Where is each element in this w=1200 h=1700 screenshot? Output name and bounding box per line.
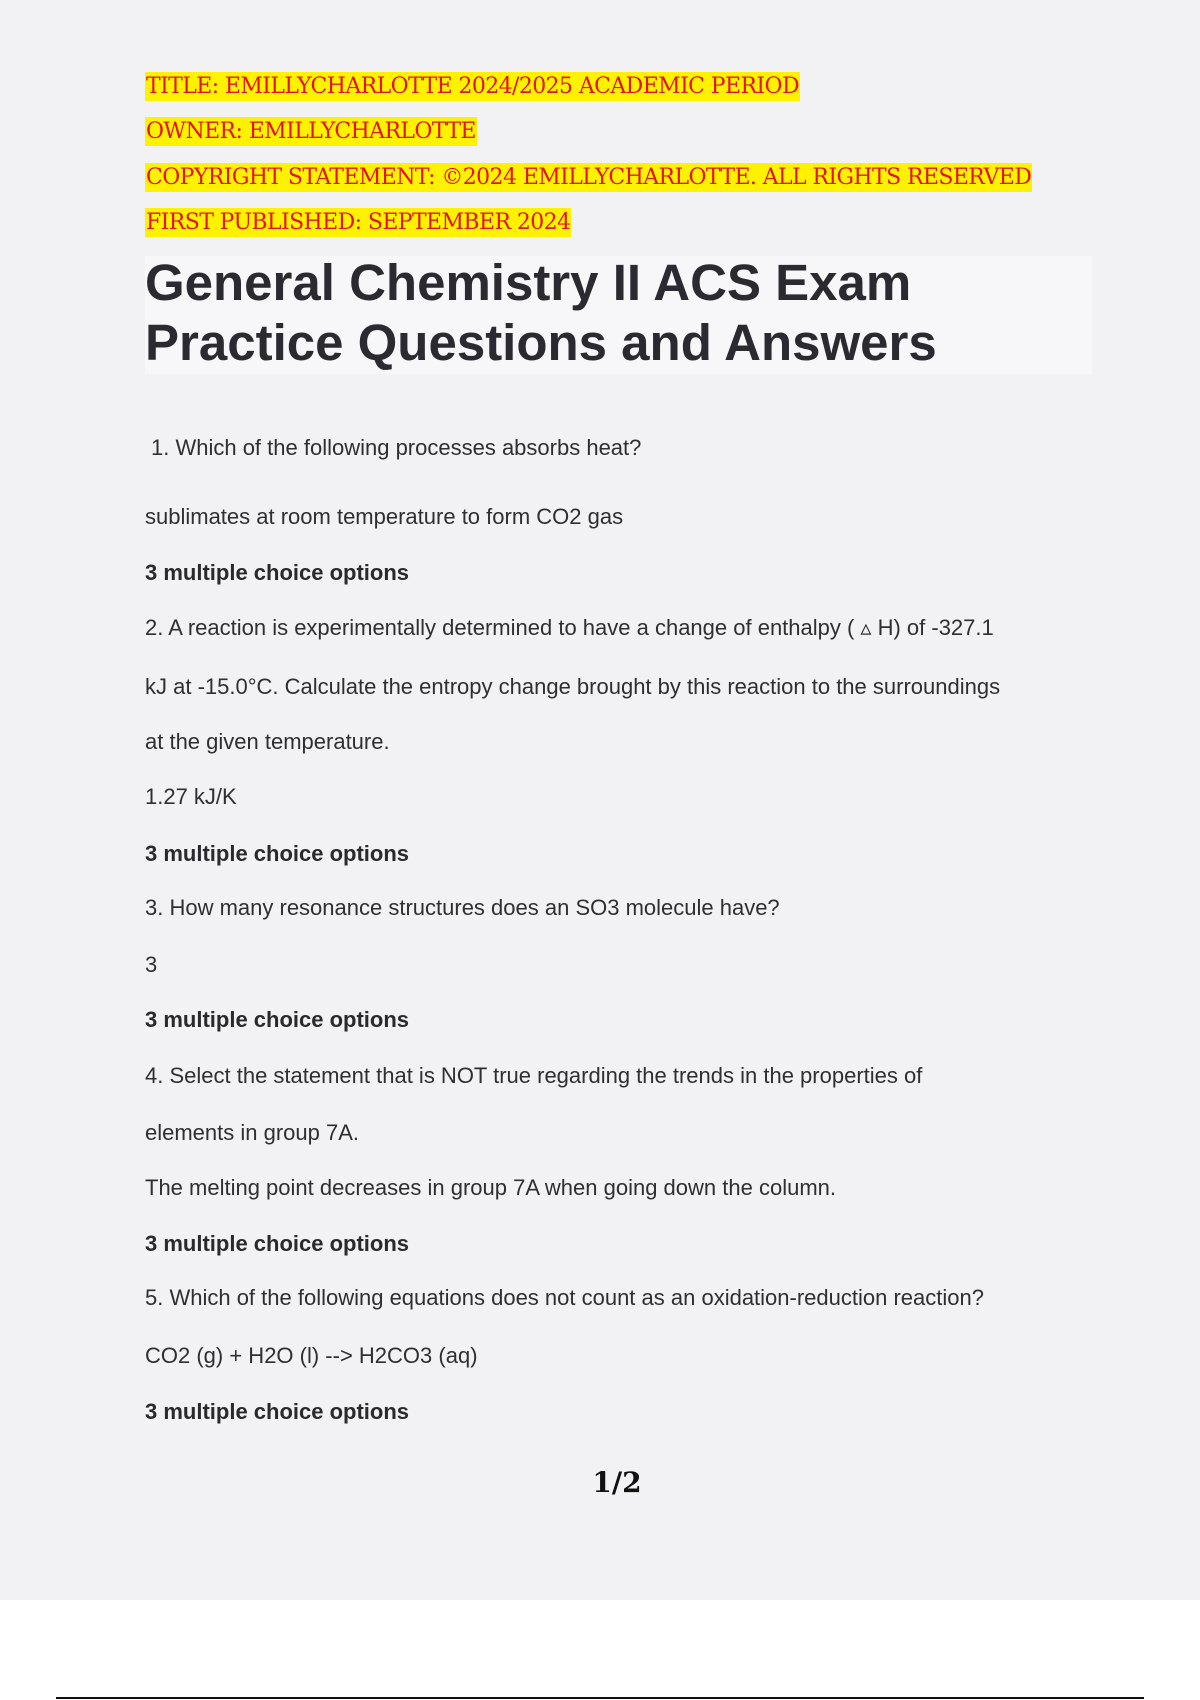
question-4-options-link[interactable]: 3 multiple choice options	[145, 1231, 410, 1256]
header-title-line: TITLE: EMILLYCHARLOTTE 2024/2025 ACADEMIC PERIOD	[146, 74, 799, 99]
question-3-text: 3. How many resonance structures does an SO3 molecule have?	[145, 895, 780, 920]
question-5-answer: CO2 (g) + H2O (l) --> H2CO3 (aq)	[145, 1343, 478, 1368]
header-copyright-line: COPYRIGHT STATEMENT: ©2024 EMILLYCHARLOTTE. ALL RIGHTS RESERVED	[146, 165, 1032, 190]
question-4-text-line-2: elements in group 7A.	[145, 1120, 360, 1145]
footer-divider	[56, 1697, 1144, 1699]
question-1-text: 1. Which of the following processes absorbs heat?	[151, 435, 642, 460]
page-number: 1/2	[592, 1466, 642, 1499]
question-1-answer: sublimates at room temperature to form CO2 gas	[145, 504, 624, 529]
document-title-line-1: General Chemistry II ACS Exam	[145, 254, 912, 311]
document-title-line-2: Practice Questions and Answers	[145, 314, 937, 371]
question-2-answer: 1.27 kJ/K	[145, 784, 237, 809]
question-3-answer: 3	[145, 952, 158, 977]
question-4-text-line-1: 4. Select the statement that is NOT true regarding the trends in the properties of	[145, 1063, 923, 1088]
question-4-answer: The melting point decreases in group 7A when going down the column.	[145, 1175, 836, 1200]
question-5-text: 5. Which of the following equations does not count as an oxidation-reduction reaction?	[145, 1285, 984, 1310]
question-2-text-line-1: 2. A reaction is experimentally determined to have a change of enthalpy ( ▵ H) of -327.1	[145, 615, 994, 640]
header-published-line: FIRST PUBLISHED: SEPTEMBER 2024	[146, 210, 571, 235]
question-2-text-line-2: kJ at -15.0°C. Calculate the entropy change brought by this reaction to the surroundings	[145, 674, 1001, 699]
question-2-text-line-3: at the given temperature.	[145, 729, 390, 754]
header-owner-line: OWNER: EMILLYCHARLOTTE	[146, 119, 476, 144]
question-2-options-link[interactable]: 3 multiple choice options	[145, 841, 410, 866]
question-1-options-link[interactable]: 3 multiple choice options	[145, 560, 410, 585]
question-5-options-link[interactable]: 3 multiple choice options	[145, 1399, 410, 1424]
question-3-options-link[interactable]: 3 multiple choice options	[145, 1007, 410, 1032]
